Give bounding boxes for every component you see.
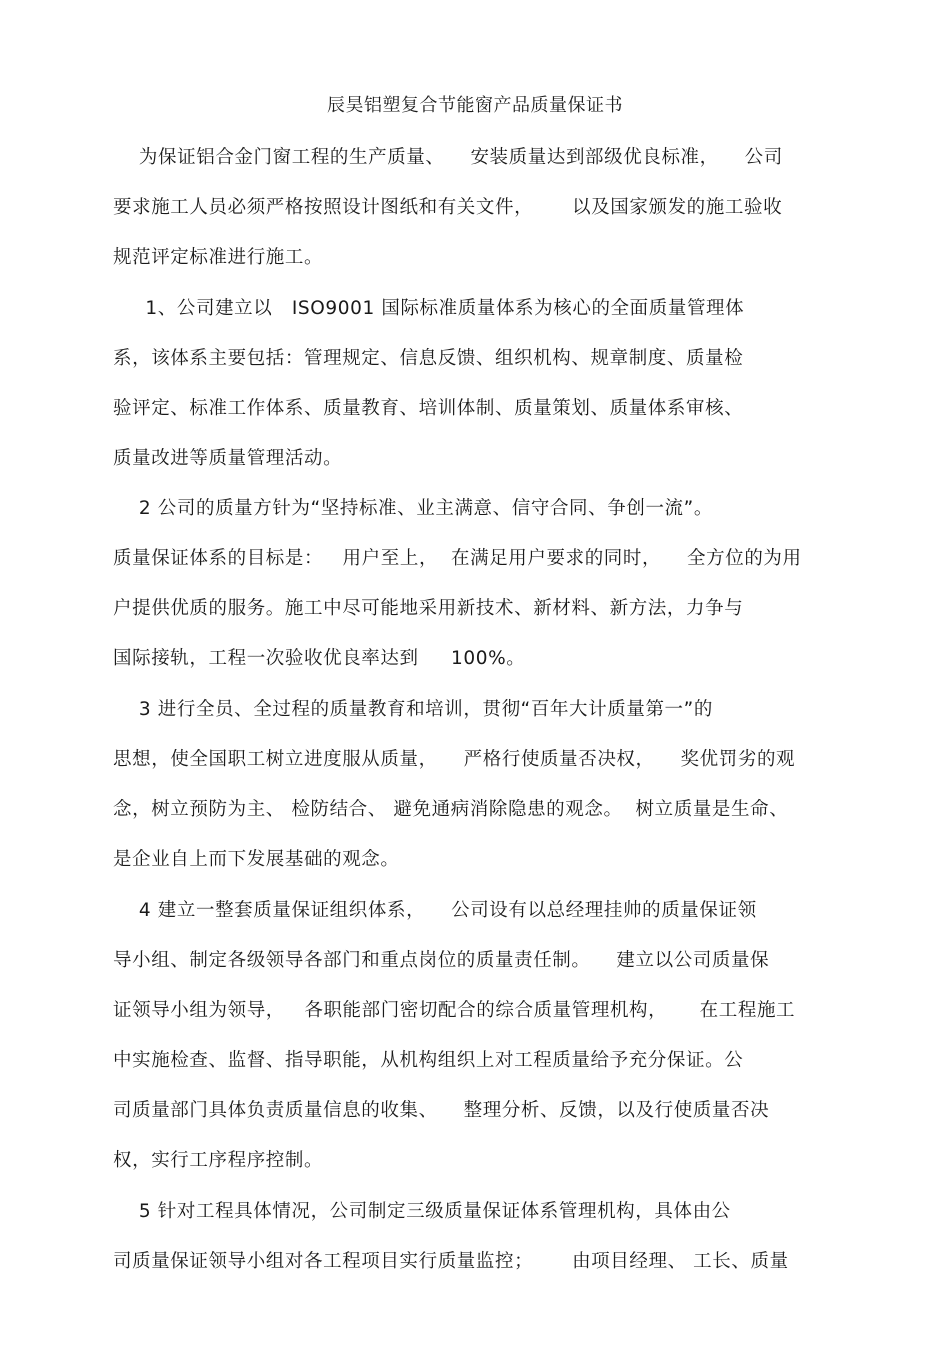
body-line: 3 进行全员、全过程的质量教育和培训，贯彻“百年大计质量第一”的 xyxy=(113,699,713,720)
body-line: 5 针对工程具体情况，公司制定三级质量保证体系管理机构，具体由公 xyxy=(113,1201,731,1222)
body-line: 思想，使全国职工树立进度服从质量， 严格行使质量否决权， 奖优罚劣的观 xyxy=(113,749,796,770)
body-line: 要求施工人员必须严格按照设计图纸和有关文件， 以及国家颁发的施工验收 xyxy=(113,197,783,218)
body-line: 为保证铝合金门窗工程的生产质量、 安装质量达到部级优良标准， 公司 xyxy=(113,147,783,168)
body-line: 规范评定标准进行施工。 xyxy=(113,247,324,268)
body-line: 户提供优质的服务。施工中尽可能地采用新技术、新材料、新方法，力争与 xyxy=(113,598,744,619)
document-title: 辰昊铝塑复合节能窗产品质量保证书 xyxy=(327,95,623,116)
body-line: 司质量保证领导小组对各工程项目实行质量监控； 由项目经理、 工长、质量 xyxy=(113,1251,789,1272)
body-line: 国际接轨，工程一次验收优良率达到 100%。 xyxy=(113,648,526,669)
body-line: 质量改进等质量管理活动。 xyxy=(113,448,343,469)
body-line: 2 公司的质量方针为“坚持标准、业主满意、信守合同、争创一流”。 xyxy=(113,498,713,519)
body-line: 念，树立预防为主、 检防结合、 避免通病消除隐患的观念。 树立质量是生命、 xyxy=(113,799,789,820)
body-line: 司质量部门具体负责质量信息的收集、 整理分析、反馈，以及行使质量否决 xyxy=(113,1100,770,1121)
body-line: 权，实行工序程序控制。 xyxy=(113,1150,324,1171)
body-line: 中实施检查、监督、指导职能，从机构组织上对工程质量给予充分保证。公 xyxy=(113,1050,744,1071)
body-line: 1、公司建立以 ISO9001 国际标准质量体系为核心的全面质量管理体 xyxy=(113,298,745,319)
body-line: 质量保证体系的目标是： 用户至上， 在满足用户要求的同时， 全方位的为用 xyxy=(113,548,802,569)
body-line: 4 建立一整套质量保证组织体系， 公司设有以总经理挂帅的质量保证领 xyxy=(113,900,757,921)
body-line: 导小组、制定各级领导各部门和重点岗位的质量责任制。 建立以公司质量保 xyxy=(113,950,770,971)
body-line: 系，该体系主要包括：管理规定、信息反馈、组织机构、规章制度、质量检 xyxy=(113,348,744,369)
body-line: 是企业自上而下发展基础的观念。 xyxy=(113,849,400,870)
body-line: 证领导小组为领导， 各职能部门密切配合的综合质量管理机构， 在工程施工 xyxy=(113,1000,796,1021)
body-line: 验评定、标准工作体系、质量教育、培训体制、质量策划、质量体系审核、 xyxy=(113,398,744,419)
